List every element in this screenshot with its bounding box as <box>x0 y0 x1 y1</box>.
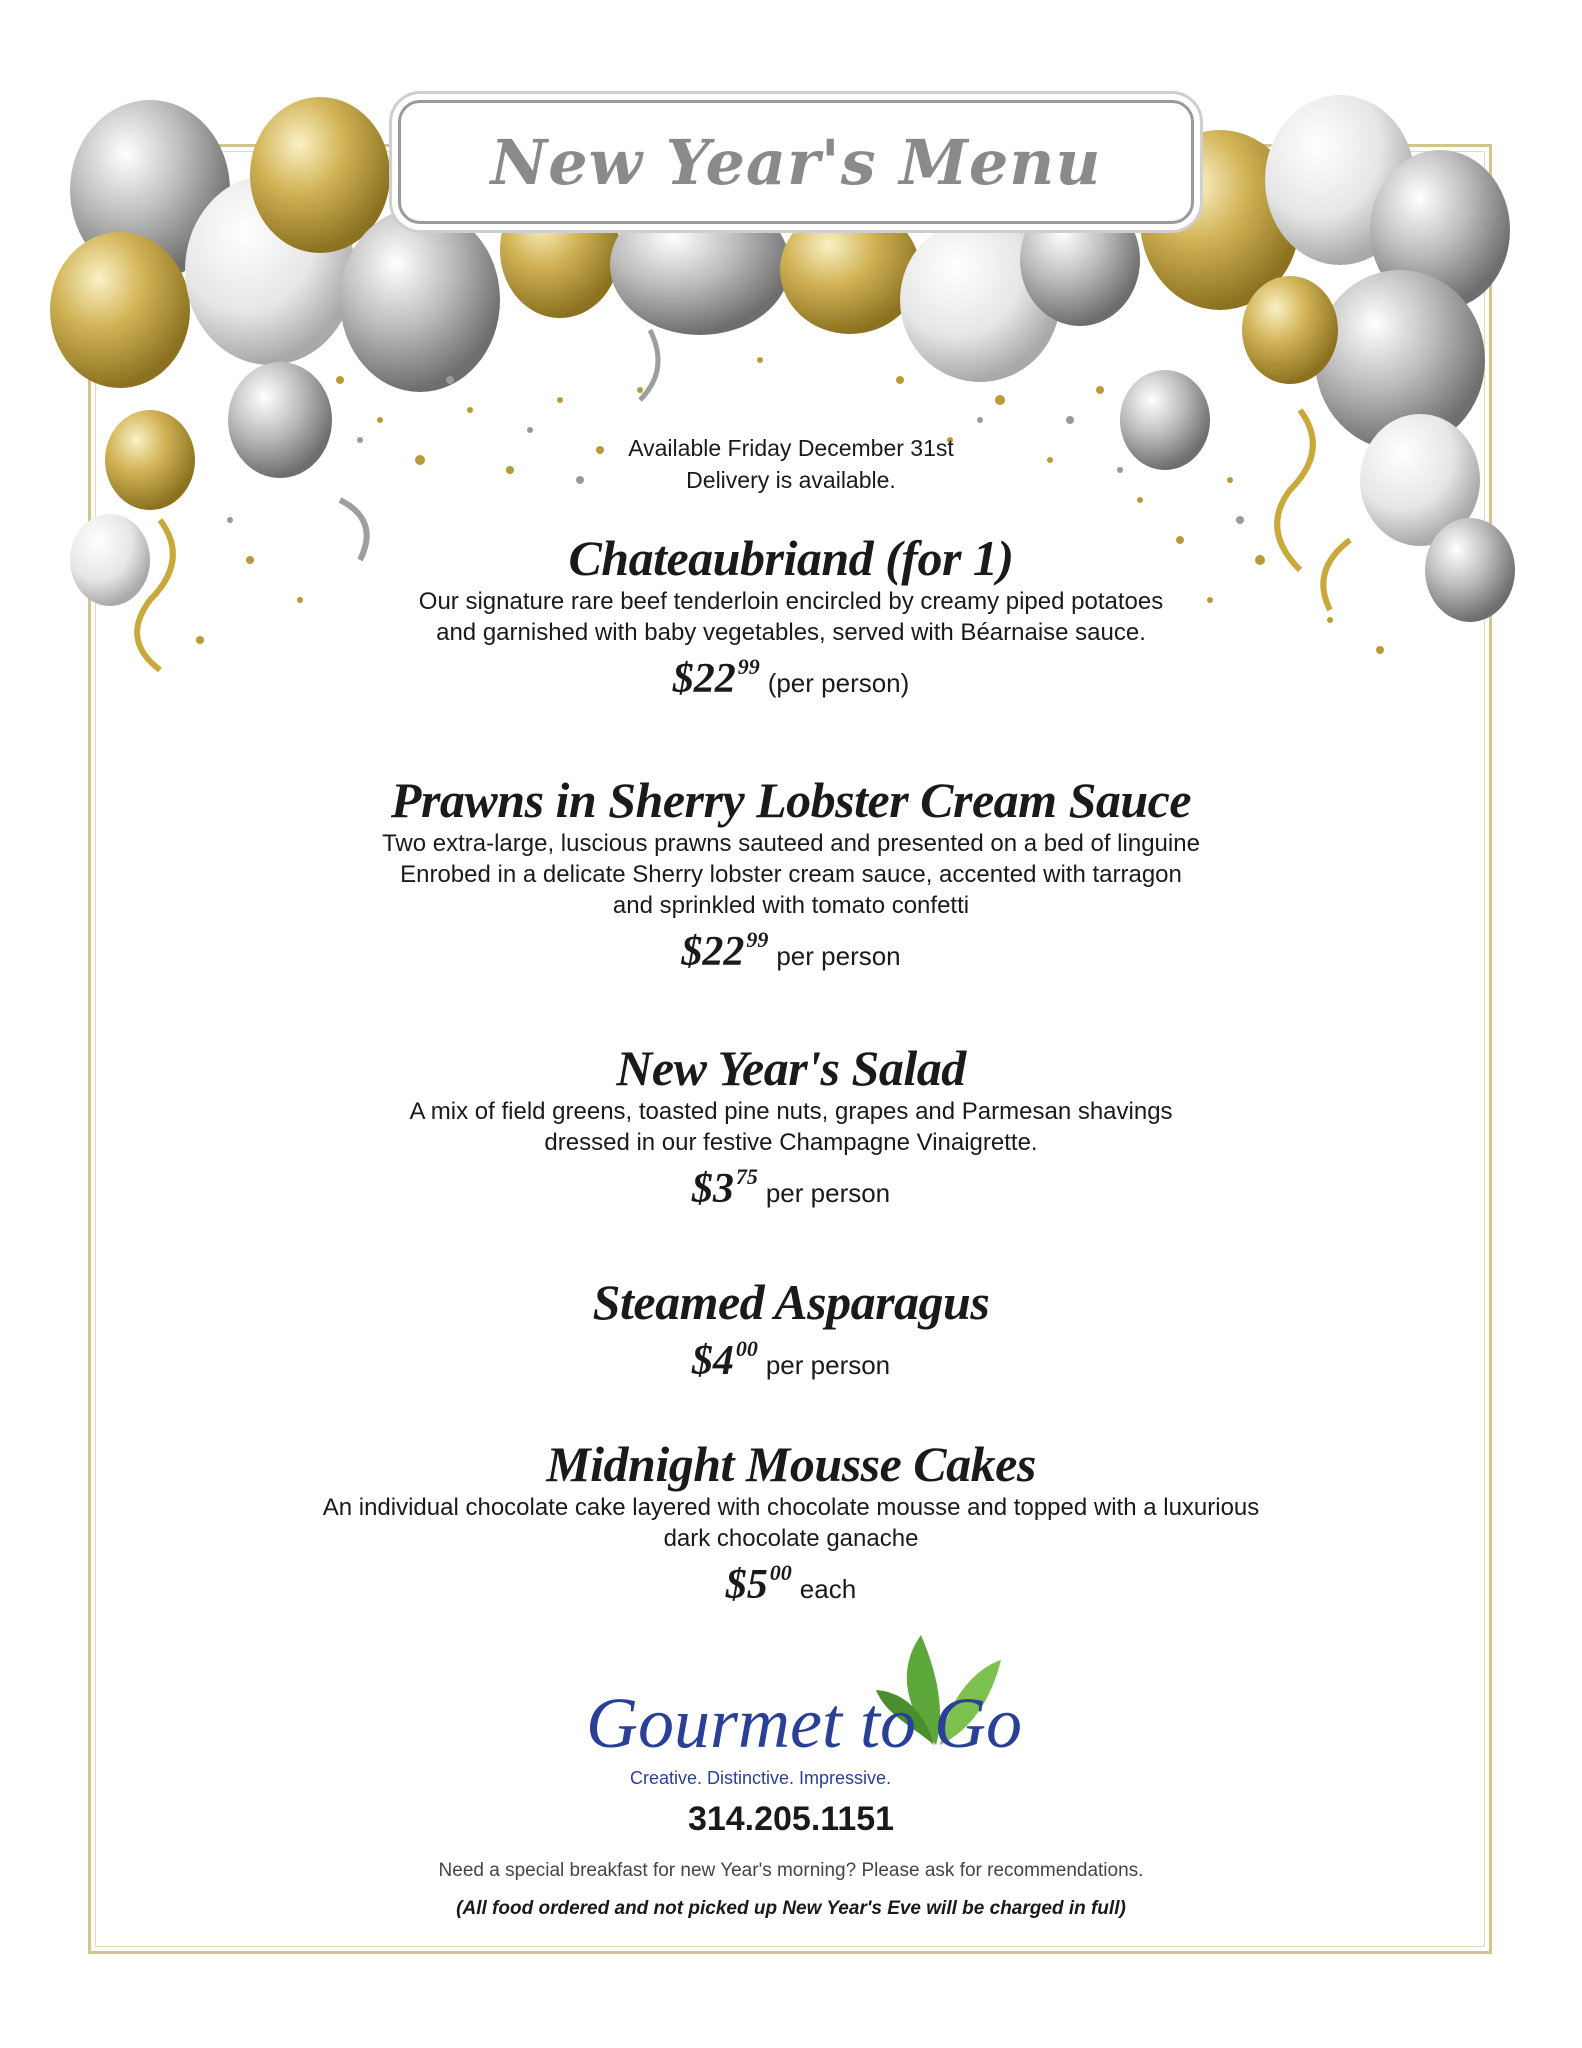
dish-name: New Year's Salad <box>616 1040 966 1096</box>
price-dollars: $5 <box>725 1562 768 1608</box>
price-cents: 99 <box>737 654 760 679</box>
dish-name: Prawns in Sherry Lobster Cream Sauce <box>390 772 1192 828</box>
price-unit: each <box>799 1574 857 1604</box>
price-dollars: $22 <box>672 656 736 702</box>
menu-title: New Year's Menu <box>490 125 1102 199</box>
price-cents: 00 <box>735 1336 758 1361</box>
dish-price <box>0 1164 1582 1213</box>
dish-price <box>0 654 1582 703</box>
price-unit: per person <box>765 1350 891 1380</box>
price-cents: 99 <box>746 927 769 952</box>
dish-description: and sprinkled with tomato confetti <box>612 892 970 919</box>
price-dollars: $4 <box>691 1338 734 1384</box>
dish-description: dressed in our festive Champagne Vinaigrette. <box>544 1129 1038 1156</box>
logo-tagline: Creative. Distinctive. Impressive. <box>630 1768 892 1788</box>
price-dollars: $3 <box>691 1166 734 1212</box>
dish-price <box>0 1560 1582 1609</box>
breakfast-note: Need a special breakfast for new Year's morning? Please ask for recommendations. <box>438 1860 1144 1881</box>
dish-name: Steamed Asparagus <box>592 1274 990 1330</box>
dish-name: Midnight Mousse Cakes <box>546 1436 1036 1492</box>
company-logo <box>586 1640 1022 1800</box>
dish-description: Our signature rare beef tenderloin encircled by creamy piped potatoes <box>418 588 1164 615</box>
menu-item <box>0 1274 1582 1385</box>
dish-description: An individual chocolate cake layered with chocolate mousse and topped with a luxurious <box>322 1494 1260 1521</box>
dish-description: and garnished with baby vegetables, served with Béarnaise sauce. <box>436 619 1146 646</box>
availability-info <box>0 432 1582 496</box>
title-plate <box>398 100 1194 224</box>
dish-description: A mix of field greens, toasted pine nuts, grapes and Parmesan shavings <box>409 1098 1173 1125</box>
price-cents: 00 <box>769 1560 792 1585</box>
logo-name: Gourmet to Go <box>586 1683 1022 1763</box>
availability-date: Available Friday December 31st <box>628 435 954 461</box>
price-dollars: $22 <box>681 929 745 975</box>
price-unit: per person <box>776 941 901 971</box>
price-unit: (per person) <box>767 668 910 698</box>
dish-price <box>0 1336 1582 1385</box>
fine-print: (All food ordered and not picked up New Year's Eve will be charged in full) <box>456 1898 1126 1919</box>
menu-item <box>0 772 1582 976</box>
delivery-note: Delivery is available. <box>686 467 896 493</box>
menu-item <box>0 1436 1582 1609</box>
dish-description: Two extra-large, luscious prawns sauteed and presented on a bed of linguine <box>382 830 1200 857</box>
menu-item <box>0 530 1582 703</box>
price-cents: 75 <box>735 1164 758 1189</box>
price-unit: per person <box>765 1178 891 1208</box>
dish-description: dark chocolate ganache <box>663 1525 919 1552</box>
dish-price <box>0 927 1582 976</box>
dish-description: Enrobed in a delicate Sherry lobster cream sauce, accented with tarragon <box>400 861 1182 888</box>
menu-item <box>0 1040 1582 1213</box>
phone-number: 314.205.1151 <box>687 1800 895 1838</box>
dish-name: Chateaubriand (for 1) <box>568 530 1014 586</box>
